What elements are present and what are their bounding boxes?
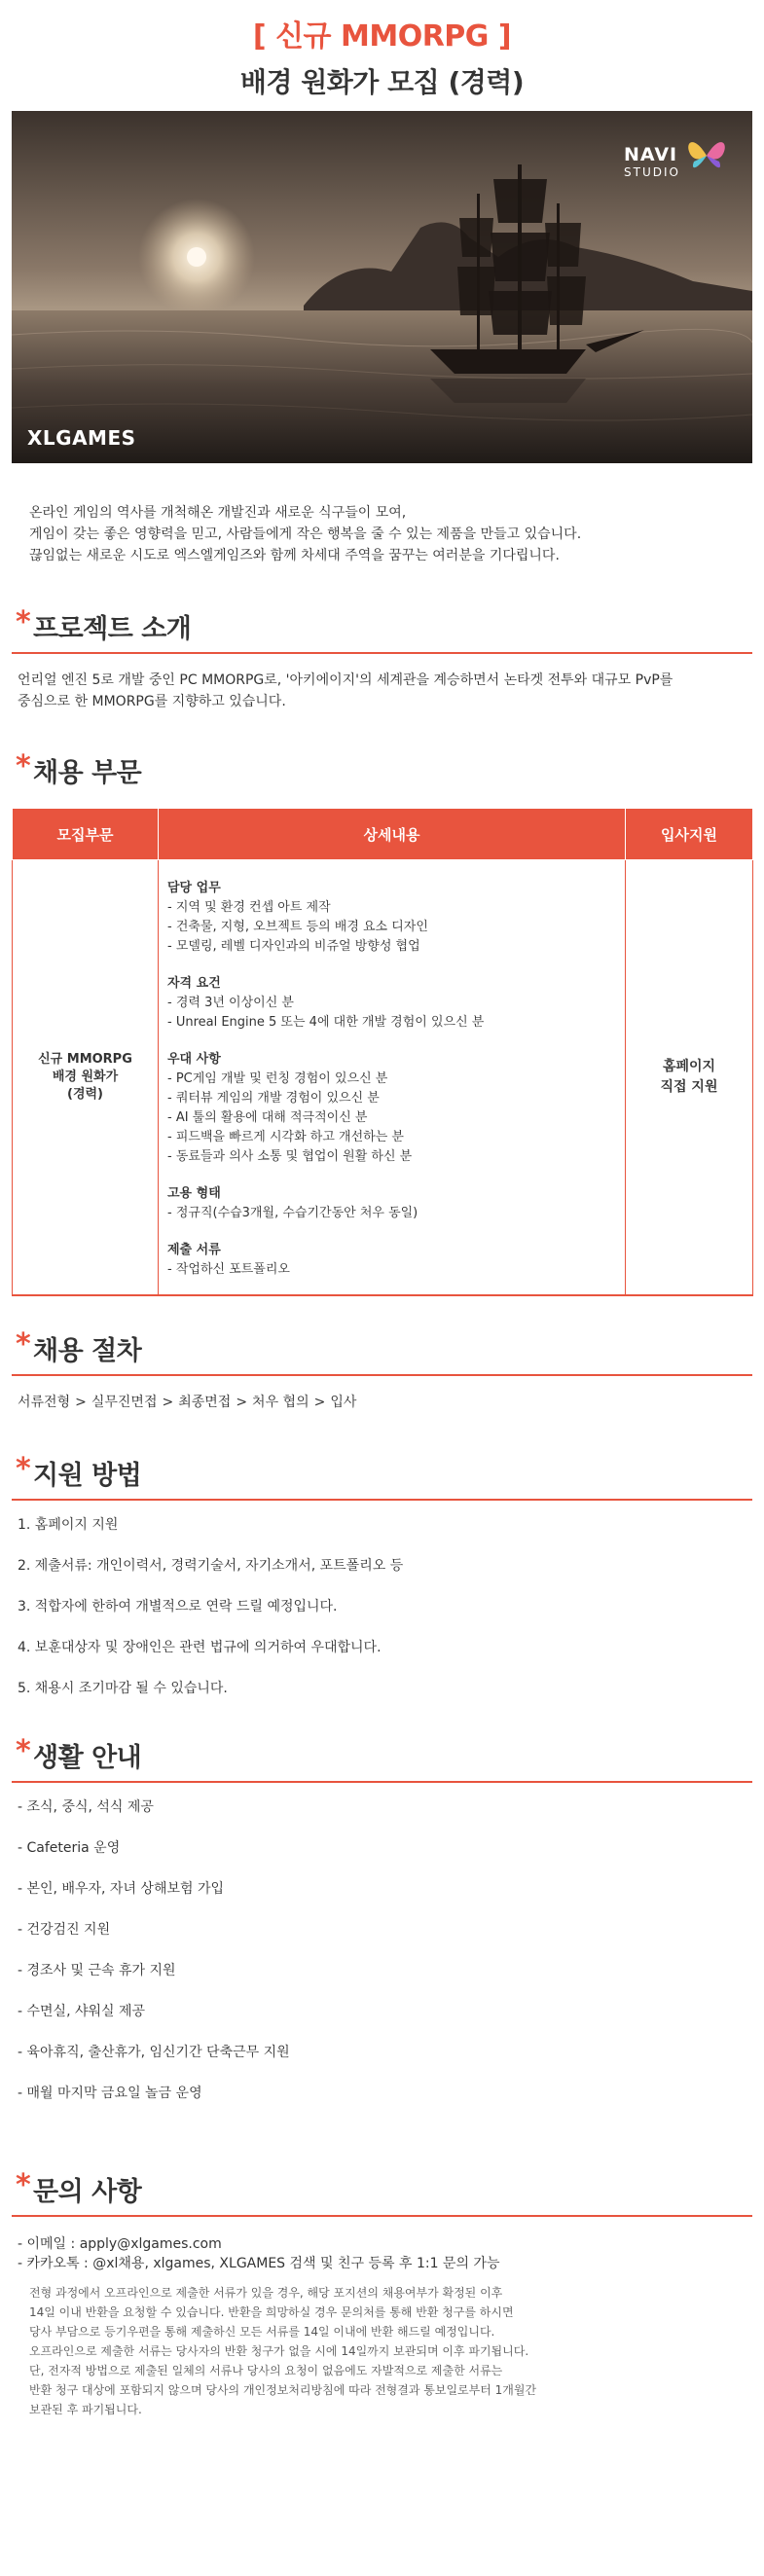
asterisk-icon: * [16, 749, 31, 783]
process-step: 실무진면접 [91, 1395, 158, 1410]
detail-group-duties: 담당 업무 - 지역 및 환경 컨셉 아트 제작 - 건축물, 지형, 오브젝트 등의 배경 요소 디자인 - 모델링, 레벨 디자인과의 비쥬얼 방향성 협업 [167, 881, 428, 954]
list-item: 4. 보훈대상자 및 장애인은 관련 법규에 의거하여 우대합니다. [18, 1640, 382, 1655]
section-title: * 지원 방법 [12, 1456, 752, 1501]
list-item: - 매월 마지막 금요일 놀금 운영 [18, 2086, 202, 2101]
xlgames-logo: XLGAMES [27, 426, 136, 450]
detail-group-employment: 고용 형태 - 정규직(수습3개월, 수습기간동안 처우 동일) [167, 1186, 418, 1220]
process-step: 처우 협의 [252, 1395, 309, 1410]
intro-line: 끊임없는 새로운 시도로 엑스엘게임즈와 함께 차세대 주역을 꿈꾸는 여러분을 기다립니다. [29, 548, 560, 563]
position-cell: 신규 MMORPG 배경 원화가 (경력) [13, 860, 159, 1296]
section-project [0, 605, 764, 712]
list-item: - 경조사 및 근속 휴가 지원 [18, 1963, 176, 1978]
asterisk-icon: * [16, 1452, 31, 1486]
list-item: 2. 제출서류: 개인이력서, 경력기술서, 자기소개서, 포트폴리오 등 [18, 1558, 404, 1574]
detail-group-requirements: 자격 요건 - 경력 3년 이상이신 분 - Unreal Engine 5 또는 4에 대한 개발 경험이 있으신 분 [167, 976, 485, 1030]
page-header [0, 0, 764, 103]
section-title: * 프로젝트 소개 [12, 609, 752, 654]
process-steps: 서류전형 > 실무진면접 > 최종면접 > 처우 협의 > 입사 [18, 1395, 357, 1410]
apply-method-list [0, 1501, 764, 1719]
page-title-line2: 배경 원화가 모집 (경력) [239, 66, 525, 98]
section-title: * 생활 안내 [12, 1738, 752, 1783]
list-item: - 육아휴직, 출산휴가, 임신기간 단축근무 지원 [18, 2045, 290, 2060]
list-item: - 건강검진 지원 [18, 1922, 111, 1938]
life-benefits-list [0, 1783, 764, 2123]
butterfly-icon [684, 132, 729, 175]
list-item: - 수면실, 샤워실 제공 [18, 2004, 146, 2019]
project-description: 언리얼 엔진 5로 개발 중인 PC MMORPG로, '아키에이지'의 세계관을 계승하면서 논타겟 전투와 대규모 PvP를 중심으로 한 MMORPG를 지향하고 있습니다. [18, 672, 673, 709]
document-return-notice: 전형 과정에서 오프라인으로 제출한 서류가 있을 경우, 해당 포지션의 채용여부가 확정된 이후 14일 이내 반환을 요청할 수 있습니다. 반환을 희망하실 경우 문의처를 통해 반환 청구를 하시면 당사 부담으로 등기우편을 통해 제출하신 모든 서류를 14일 이내에 반환 해드릴 예정입니다. 오프라인으로 제출한 서류는 당사자의 반환 청구가 없을 시에 14일까지 보관되며 이후 파기됩니다. 단, 전자적 방법으로 제출된 일체의 서류나 당사의 요청이 없음에도 자발적으로 제출한 서류는 반환 청구 대상에 포함되지 않으며 당사의 개인정보처리방침에 따라 전형결과 통보일로부터 1개월간 보관된 후 파기됩니다. [29, 2286, 537, 2416]
details-cell [159, 860, 626, 1296]
section-title: * 채용 부문 [16, 749, 142, 788]
section-title: * 채용 절차 [12, 1331, 752, 1376]
page-title-line1: [ 신규 MMORPG ] [252, 19, 512, 54]
list-item: - 조식, 중식, 석식 제공 [18, 1799, 154, 1815]
list-item: 1. 홈페이지 지원 [18, 1517, 119, 1533]
process-step: 최종면접 [178, 1395, 232, 1410]
process-step: 입사 [330, 1395, 357, 1410]
list-item: 3. 적합자에 한하여 개별적으로 연락 드릴 예정입니다. [18, 1599, 338, 1615]
col-header-details: 상세내용 [159, 809, 626, 860]
process-step: 서류전형 [18, 1395, 71, 1410]
contact-info [0, 2217, 764, 2273]
list-item: - Cafeteria 운영 [18, 1840, 121, 1856]
contact-email: - 이메일 : apply@xlgames.com [18, 2236, 222, 2252]
detail-group-documents: 제출 서류 - 작업하신 포트폴리오 [167, 1243, 290, 1277]
intro-line: 온라인 게임의 역사를 개척해온 개발진과 새로운 식구들이 모여, [29, 505, 407, 521]
section-contact [0, 2168, 764, 2419]
section-jobs [0, 749, 764, 1296]
table-row [13, 860, 753, 1296]
section-process [0, 1327, 764, 1411]
navi-studio-logo: NAVI STUDIO [624, 127, 731, 195]
asterisk-icon: * [16, 1327, 31, 1361]
intro-text [0, 463, 764, 566]
hero-banner-image [12, 111, 752, 463]
jobs-table [12, 808, 753, 1296]
list-item: 5. 채용시 조기마감 될 수 있습니다. [18, 1681, 228, 1696]
section-title: * 문의 사항 [12, 2172, 752, 2217]
contact-kakao: - 카카오톡 : @xl채용, xlgames, XLGAMES 검색 및 친구 등록 후 1:1 문의 가능 [18, 2256, 500, 2271]
section-life [0, 1734, 764, 2123]
list-item: - 본인, 배우자, 자녀 상해보험 가입 [18, 1881, 225, 1897]
col-header-apply: 입사지원 [626, 809, 753, 860]
asterisk-icon: * [16, 605, 31, 639]
detail-group-preferred: 우대 사항 - PC게임 개발 및 런칭 경험이 있으신 분 - 쿼터뷰 게임의 개발 경험이 있으신 분 - AI 툴의 활용에 대해 적극적이신 분 - 피드백을 빠르게 시각화 하고 개선하는 분 - 동료들과 의사 소통 및 협업이 원활 하신 분 [167, 1052, 413, 1164]
apply-cell: 홈페이지 직접 지원 [626, 860, 753, 1296]
intro-line: 게임이 갖는 좋은 영향력을 믿고, 사람들에게 작은 행복을 줄 수 있는 제품을 만들고 있습니다. [29, 526, 582, 542]
col-header-position: 모집부문 [13, 809, 159, 860]
asterisk-icon: * [16, 1734, 31, 1768]
section-apply-method [0, 1452, 764, 1719]
asterisk-icon: * [16, 2168, 31, 2202]
